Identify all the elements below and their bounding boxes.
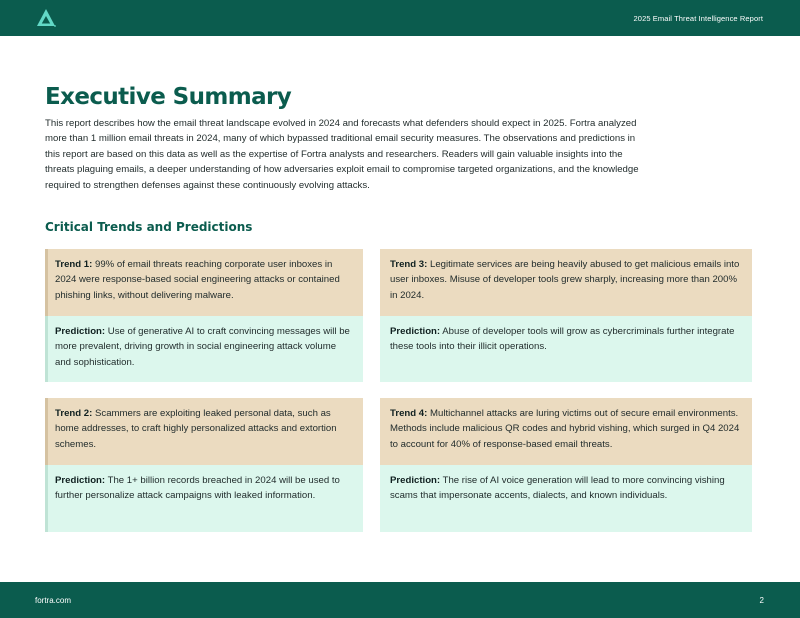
prediction-label: Prediction:: [390, 475, 441, 486]
trend-block: [45, 398, 363, 465]
footer-bar: [0, 582, 800, 618]
prediction-block: [45, 465, 363, 532]
footer-website: fortra.com: [35, 595, 72, 605]
trend-text: Multichannel attacks are luring victims out of secure email environments. Methods include malicious QR codes and hybrid vishing, which surged in Q4 2024 to account for 40% of response-based email threats.: [390, 408, 740, 450]
trend-label: Trend 2:: [55, 408, 93, 419]
intro-paragraph: This report describes how the email threat landscape evolved in 2024 and forecasts what defenders should expect in 2025. Fortra analyzed more than 1 million email threats in 2024, many of which bypassed traditional email security measures. The observations and predictions in this report are based on this data as well as the expertise of Fortra analysts and researchers. Readers will gain valuable insights into the threats plaguing emails, a deeper understanding of how adversaries exploit email to compromise targeted organizations, and the knowledge required to strengthen defenses against these continuously evolving attacks.: [45, 118, 639, 191]
trend-label: Trend 3:: [390, 259, 428, 270]
prediction-block: [380, 316, 752, 382]
trend-label: Trend 1:: [55, 259, 93, 270]
page-title: Executive Summary: [45, 84, 292, 110]
trend-label: Trend 4:: [390, 408, 428, 419]
prediction-text: Use of generative AI to craft convincing messages will be more prevalent, driving growth in social engineering attack volume and sophistication.: [55, 326, 350, 368]
prediction-label: Prediction:: [55, 326, 106, 337]
section-title: Critical Trends and Predictions: [45, 220, 253, 234]
trend-text: 99% of email threats reaching corporate user inboxes in 2024 were response-based social engineering attacks or contained phishing links, without delivering malware.: [55, 259, 340, 301]
prediction-block: [45, 316, 363, 382]
prediction-text: The 1+ billion records breached in 2024 will be used to further personalize attack campaigns with leaked information.: [55, 475, 340, 502]
page-number: 2: [759, 595, 764, 605]
report-title: 2025 Email Threat Intelligence Report: [633, 13, 763, 23]
prediction-block: [380, 465, 752, 532]
top-header-bar: [0, 0, 800, 36]
trend-block: [380, 398, 752, 465]
trend-block: [45, 249, 363, 316]
trend-card-3: [380, 249, 752, 382]
prediction-label: Prediction:: [55, 475, 106, 486]
trend-card-4: [380, 398, 752, 532]
trend-block: [380, 249, 752, 316]
fortra-logo-icon: [36, 8, 56, 28]
prediction-text: The rise of AI voice generation will lead to more convincing vishing scams that impersonate accents, dialects, and known individuals.: [390, 475, 725, 502]
trend-text: Legitimate services are being heavily abused to get malicious emails into user inboxes. Misuse of developer tools grew sharply, increasing more than 200% in 2024.: [390, 259, 740, 301]
trend-card-2: [45, 398, 363, 532]
prediction-text: Abuse of developer tools will grow as cybercriminals further integrate these tools into their illicit operations.: [390, 326, 735, 353]
prediction-label: Prediction:: [390, 326, 441, 337]
trend-card-1: [45, 249, 363, 382]
trend-text: Scammers are exploiting leaked personal data, such as home addresses, to craft highly personalized attacks and extortion schemes.: [55, 408, 337, 450]
